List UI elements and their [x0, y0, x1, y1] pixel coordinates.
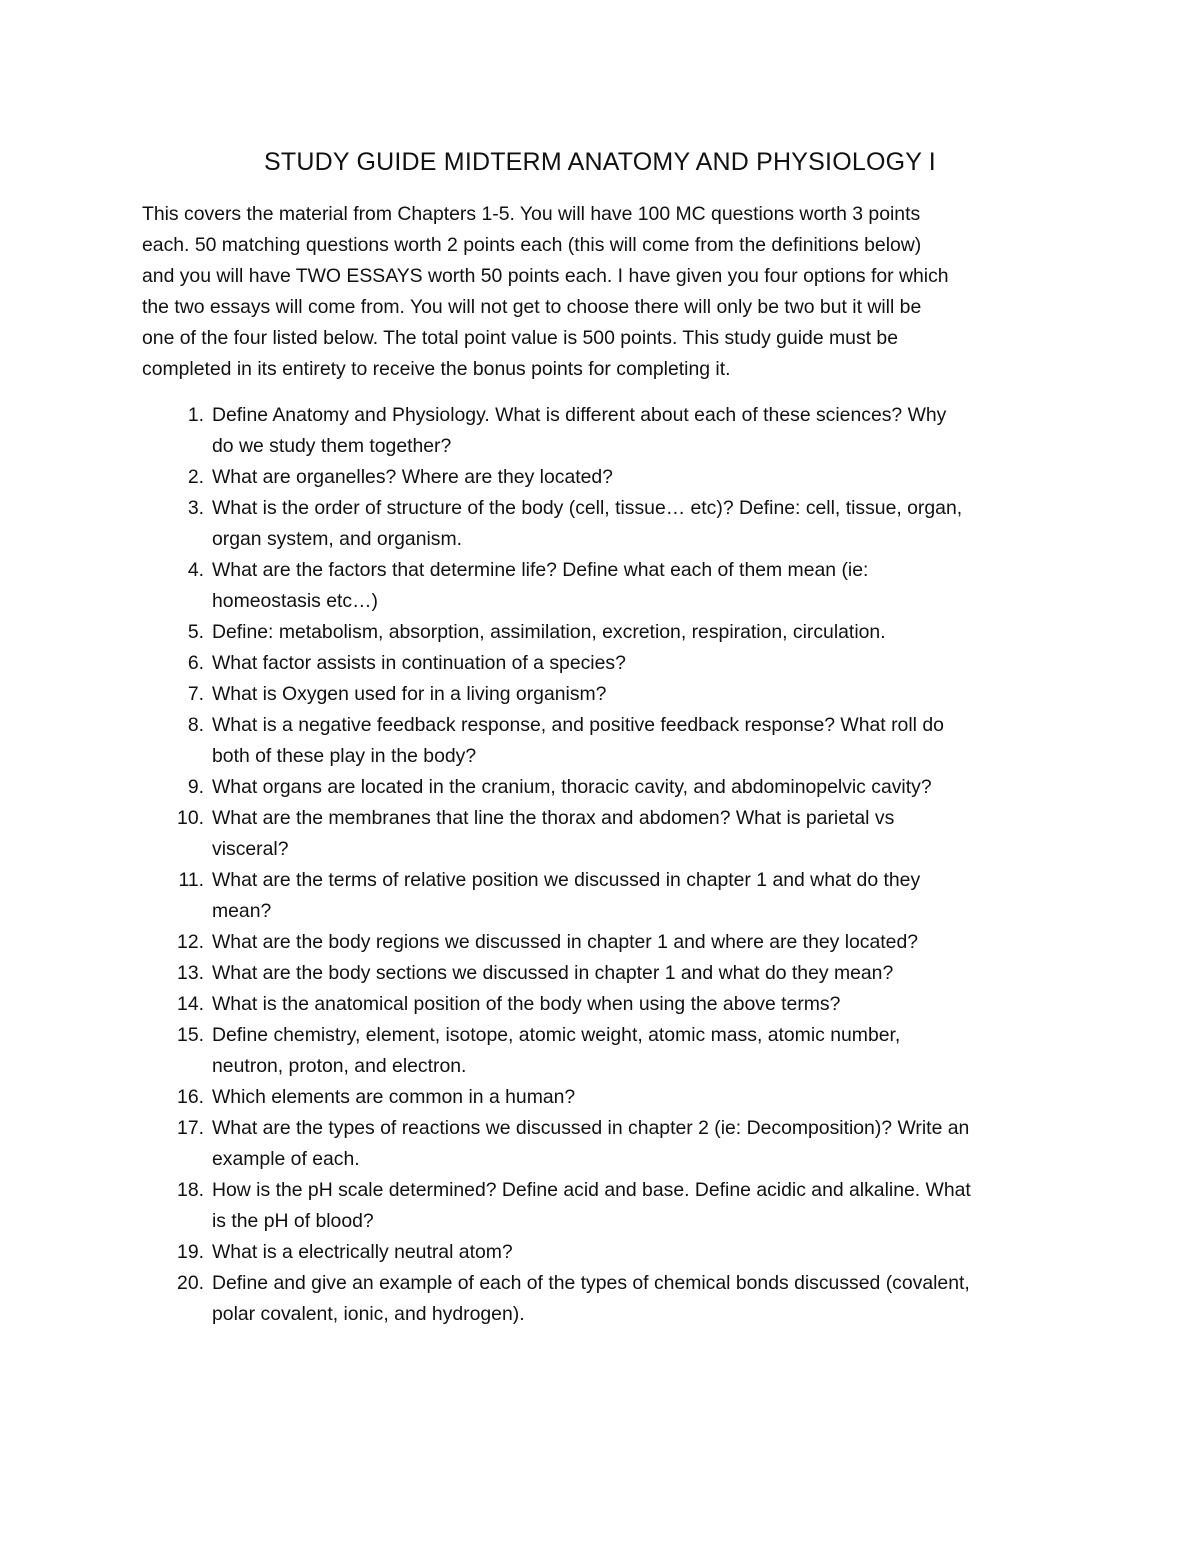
- question-number: 20.: [177, 1272, 204, 1294]
- question-number: 14.: [177, 993, 204, 1015]
- intro-line: each. 50 matching questions worth 2 points each (this will come from the definitions below): [142, 234, 922, 256]
- intro-line: the two essays will come from. You will not get to choose there will only be two but it will be: [142, 296, 922, 318]
- question-text-line: Define and give an example of each of the types of chemical bonds discussed (covalent,: [212, 1272, 970, 1294]
- question-item: [142, 927, 1082, 958]
- question-text-line: both of these play in the body?: [212, 745, 477, 767]
- question-text-line: example of each.: [212, 1148, 360, 1170]
- question-number: 4.: [187, 559, 204, 581]
- question-text-line: neutron, proton, and electron.: [212, 1055, 467, 1077]
- intro-line: completed in its entirety to receive the bonus points for completing it.: [142, 358, 731, 380]
- question-text-line: Define chemistry, element, isotope, atomic weight, atomic mass, atomic number,: [212, 1024, 901, 1046]
- question-list: [142, 400, 1082, 1330]
- question-item: [142, 493, 1082, 555]
- question-text-line: is the pH of blood?: [212, 1210, 374, 1232]
- question-number: 17.: [177, 1117, 204, 1139]
- question-item: [142, 1020, 1082, 1082]
- question-number: 12.: [177, 931, 204, 953]
- question-number: 9.: [187, 776, 204, 798]
- question-number: 15.: [177, 1024, 204, 1046]
- question-text-line: Define: metabolism, absorption, assimilation, excretion, respiration, circulation.: [212, 621, 886, 643]
- question-text-line: polar covalent, ionic, and hydrogen).: [212, 1303, 525, 1325]
- question-text-line: What is the anatomical position of the body when using the above terms?: [212, 993, 841, 1015]
- intro-line: one of the four listed below. The total point value is 500 points. This study guide must be: [142, 327, 898, 349]
- question-item: [142, 400, 1082, 462]
- question-text-line: Which elements are common in a human?: [212, 1086, 576, 1108]
- question-text-line: What are the terms of relative position we discussed in chapter 1 and what do they: [212, 869, 921, 891]
- question-text-line: do we study them together?: [212, 435, 452, 457]
- question-number: 11.: [178, 869, 204, 891]
- question-text-line: What is a electrically neutral atom?: [212, 1241, 513, 1263]
- question-text-line: What is Oxygen used for in a living organism?: [212, 683, 607, 705]
- question-number: 18.: [177, 1179, 204, 1201]
- question-text-line: Define Anatomy and Physiology. What is different about each of these sciences? Why: [212, 404, 947, 426]
- question-text-line: visceral?: [212, 838, 289, 860]
- question-number: 2.: [187, 466, 204, 488]
- question-item: [142, 648, 1082, 679]
- question-text-line: What is the order of structure of the body (cell, tissue… etc)? Define: cell, tissue, organ,: [212, 497, 963, 519]
- question-item: [142, 462, 1082, 493]
- question-number: 8.: [187, 714, 204, 736]
- question-item: [142, 1082, 1082, 1113]
- question-text-line: mean?: [212, 900, 272, 922]
- question-number: 5.: [187, 621, 204, 643]
- intro-line: This covers the material from Chapters 1-5. You will have 100 MC questions worth 3 points: [142, 203, 921, 225]
- question-number: 7.: [187, 683, 204, 705]
- question-number: 3.: [187, 497, 204, 519]
- question-item: [142, 1175, 1082, 1237]
- question-text-line: What are organelles? Where are they located?: [212, 466, 613, 488]
- question-number: 1.: [187, 404, 204, 426]
- question-text-line: What are the types of reactions we discussed in chapter 2 (ie: Decomposition)? Write an: [212, 1117, 970, 1139]
- question-text-line: What are the membranes that line the thorax and abdomen? What is parietal vs: [212, 807, 895, 829]
- question-item: [142, 865, 1082, 927]
- question-item: [142, 1113, 1082, 1175]
- question-number: 13.: [177, 962, 204, 984]
- question-number: 16.: [177, 1086, 204, 1108]
- question-text-line: What organs are located in the cranium, thoracic cavity, and abdominopelvic cavity?: [212, 776, 932, 798]
- question-item: [142, 710, 1082, 772]
- question-text-line: How is the pH scale determined? Define acid and base. Define acidic and alkaline. What: [212, 1179, 971, 1201]
- question-text-line: What are the body sections we discussed in chapter 1 and what do they mean?: [212, 962, 894, 984]
- question-item: [142, 1237, 1082, 1268]
- question-number: 19.: [177, 1241, 204, 1263]
- intro-paragraph: [142, 199, 1062, 385]
- question-item: [142, 617, 1082, 648]
- question-number: 6.: [187, 652, 204, 674]
- question-item: [142, 555, 1082, 617]
- question-text-line: What is a negative feedback response, and positive feedback response? What roll do: [212, 714, 944, 736]
- question-item: [142, 803, 1082, 865]
- question-item: [142, 1268, 1082, 1330]
- question-text-line: What factor assists in continuation of a species?: [212, 652, 626, 674]
- question-text-line: What are the body regions we discussed in chapter 1 and where are they located?: [212, 931, 919, 953]
- question-item: [142, 958, 1082, 989]
- question-item: [142, 989, 1082, 1020]
- question-number: 10.: [177, 807, 204, 829]
- question-item: [142, 679, 1082, 710]
- question-text-line: What are the factors that determine life? Define what each of them mean (ie:: [212, 559, 869, 581]
- intro-line: and you will have TWO ESSAYS worth 50 points each. I have given you four options for which: [142, 265, 949, 287]
- question-text-line: organ system, and organism.: [212, 528, 463, 550]
- question-item: [142, 772, 1082, 803]
- page-title: STUDY GUIDE MIDTERM ANATOMY AND PHYSIOLOGY I: [264, 148, 936, 176]
- question-text-line: homeostasis etc…): [212, 590, 378, 612]
